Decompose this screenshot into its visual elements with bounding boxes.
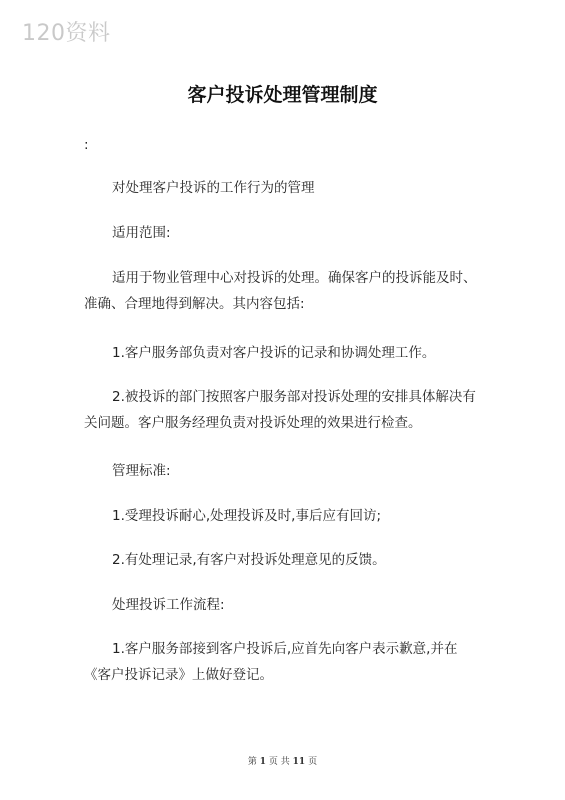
heading-workflow: 处理投诉工作流程: [112, 597, 225, 613]
footer-suffix: 页 [308, 757, 318, 767]
paragraph-item-2: 2.被投诉的部门按照客户服务部对投诉处理的安排具体解决有关问题。客户服务经理负责对投诉处理的效果进行检查。 [84, 389, 476, 431]
paragraph-workflow-1: 1.客户服务部接到客户投诉后,应首先向客户表示歉意,并在《客户投诉记录》上做好登记。 [84, 641, 458, 683]
watermark-logo: 120资料 [22, 21, 111, 46]
paragraph-item-1: 1.客户服务部负责对客户投诉的记录和协调处理工作。 [112, 345, 436, 361]
paragraph-purpose: 对处理客户投诉的工作行为的管理 [112, 180, 315, 196]
footer-prefix: 第 [247, 757, 257, 767]
document-title: 客户投诉处理管理制度 [187, 84, 378, 106]
footer-page-number: 1 [259, 757, 267, 767]
footer-total-pages: 11 [292, 757, 306, 767]
paragraph-standard-2: 2.有处理记录,有客户对投诉处理意见的反馈。 [112, 552, 386, 568]
heading-scope: 适用范围: [112, 225, 171, 241]
paragraph-colon: : [84, 137, 89, 153]
paragraph-scope: 适用于物业管理中心对投诉的处理。确保客户的投诉能及时、准确、合理地得到解决。其内容包括: [84, 270, 477, 312]
page-footer [0, 754, 565, 767]
paragraph-standard-1: 1.受理投诉耐心,处理投诉及时,事后应有回访; [112, 508, 382, 524]
heading-standards: 管理标准: [112, 463, 171, 479]
footer-mid: 页 共 [268, 757, 290, 767]
